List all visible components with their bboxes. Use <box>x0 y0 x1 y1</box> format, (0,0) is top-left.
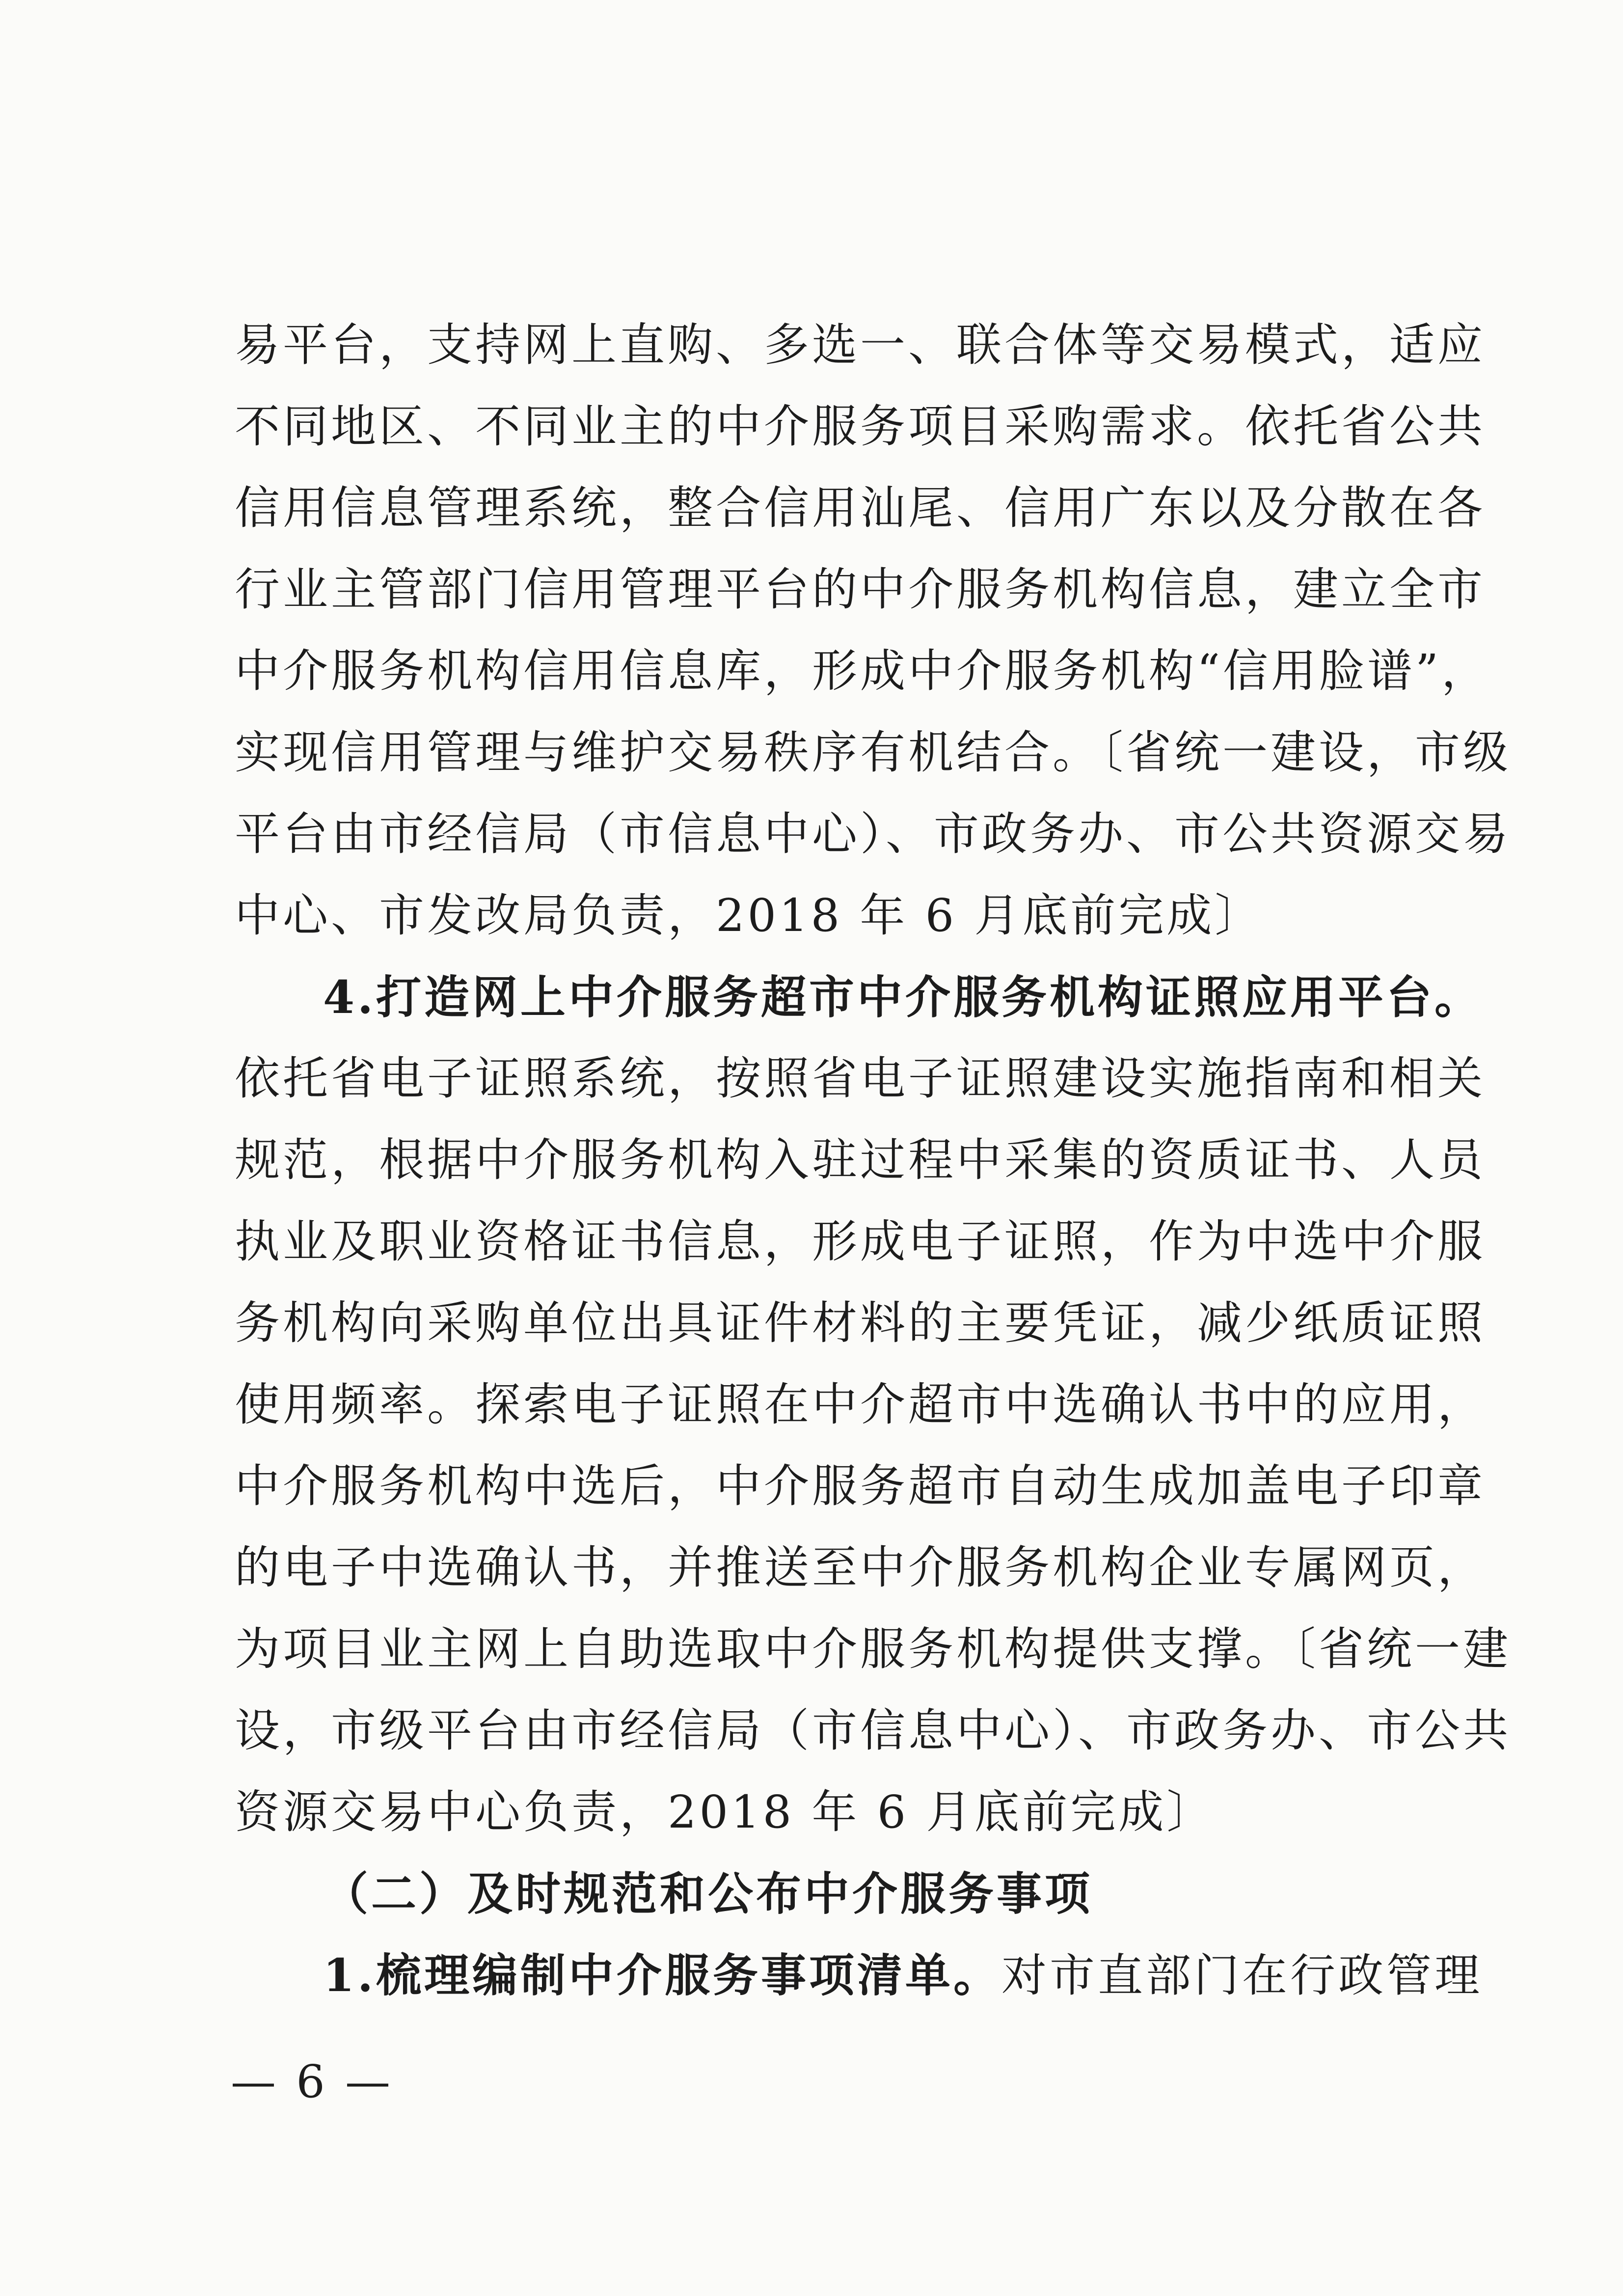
body-line: 不同地区、不同业主的中介服务项目采购需求。依托省公共 <box>235 400 1486 453</box>
heading-rest: 对市直部门在行政管理 <box>1001 1949 1483 2002</box>
section-heading-4 <box>235 957 1483 1038</box>
body-line: 平台由市经信局（市信息中心）、市政务办、市公共资源交易 <box>235 808 1512 860</box>
body-line: 行业主管部门信用管理平台的中介服务机构信息，建立全市 <box>235 563 1486 616</box>
body-line: 实现信用管理与维护交易秩序有机结合。〔省统一建设，市级 <box>235 726 1512 779</box>
subsection-heading-1 <box>235 1935 1483 2016</box>
body-line: 执业及职业资格证书信息，形成电子证照，作为中选中介服 <box>235 1215 1486 1268</box>
body-line: 为项目业主网上自助选取中介服务机构提供支撑。〔省统一建 <box>235 1623 1512 1675</box>
heading-text: （二）及时规范和公布中介服务事项 <box>323 1867 1093 1920</box>
body-line: 中心、市发改局负责，2018 年 6 月底前完成〕 <box>235 889 1263 942</box>
body-line: 的电子中选确认书，并推送至中介服务机构企业专属网页， <box>235 1541 1486 1594</box>
body-line: 中介服务机构信用信息库，形成中介服务机构“信用脸谱”， <box>235 645 1490 697</box>
body-line: 设，市级平台由市经信局（市信息中心）、市政务办、市公共 <box>235 1704 1512 1757</box>
body-line: 中介服务机构中选后，中介服务超市自动生成加盖电子印章 <box>235 1460 1486 1512</box>
body-line: 务机构向采购单位出具证件材料的主要凭证，减少纸质证照 <box>235 1297 1486 1349</box>
body-line: 规范，根据中介服务机构入驻过程中采集的资质证书、人员 <box>235 1134 1486 1186</box>
section-heading-2 <box>235 1853 1423 1935</box>
body-line: 资源交易中心负责，2018 年 6 月底前完成〕 <box>235 1786 1215 1838</box>
body-line: 信用信息管理系统，整合信用汕尾、信用广东以及分散在各 <box>235 482 1486 534</box>
heading-text: 1.梳理编制中介服务事项清单。 <box>323 1949 1002 2002</box>
body-line: 易平台，支持网上直购、多选一、联合体等交易模式，适应 <box>235 319 1486 371</box>
document-body <box>235 304 1512 2016</box>
body-line: 依托省电子证照系统，按照省电子证照建设实施指南和相关 <box>235 1052 1486 1105</box>
heading-text: 4.打造网上中介服务超市中介服务机构证照应用平台。 <box>323 971 1483 1024</box>
body-line: 使用频率。探索电子证照在中介超市中选确认书中的应用， <box>235 1378 1486 1431</box>
page-number: — 6 — <box>231 2055 394 2108</box>
